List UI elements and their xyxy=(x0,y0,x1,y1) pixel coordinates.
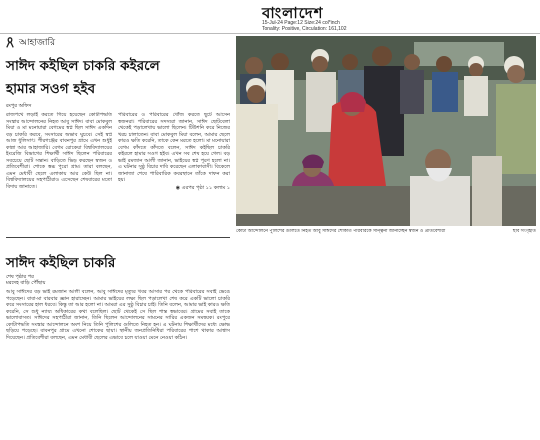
continued-note: ◉ এরপর পৃষ্ঠা ১১ কলাম ১ xyxy=(175,184,230,191)
continued-from-label: শেষ পৃষ্ঠার পর xyxy=(6,274,34,280)
masthead xyxy=(0,0,540,34)
headline-line-1: সাঈদ কইছিল চাকরি কইরলে xyxy=(6,58,160,74)
newspaper-logo: বাংলাদেশ xyxy=(262,4,324,22)
article-column-2-text: পরিবারের ও পরিবারের খোঁজ করতে ছুটে আসেন স্বজনরা। পরিবারের সদস্যরা জানান, সাঈদ ছোটবেলা থেকেই পড়ালেখায় ভালো ছিলেন। টিউশনি করে নিজের খরচ চালাতেন। বাবা মোকবুল মিয়া বলেন, আমার ছেলে কারও ক্ষতি করেনি, তাকে কেন মরতে হলো। মা মনোয়ারা বেগম কাঁদতে কাঁদতে বলেন, সাঈদ কইছিল চাকরি কইরলে হামার সওগ হইব। এখন সব শেষ হয়ে গেল। বড় ভাই রমজান আলী জানান, ভাইয়ের স্বপ্ন পূরণ হলো না। এ ঘটনার সুষ্ঠু বিচার দাবি করেছেন এলাকাবাসী। বিকেলে জানাজা শেষে পারিবারিক কবরস্থানে তাঁকে দাফন করা হয়। xyxy=(118,112,230,183)
headline-line-2: হামার সওগ হইব xyxy=(6,81,96,97)
article-headline xyxy=(6,55,230,101)
section-divider xyxy=(6,237,230,238)
ribbon-icon xyxy=(6,37,14,48)
masthead-rule xyxy=(0,33,540,34)
photo-credit: ছবি সংগৃহীত xyxy=(512,229,536,234)
article-column-1-text: রাজপথে লড়াই করতে গিয়ে হয়েছেন কোটাপদ্ধতি সংস্কার আন্দোলনের নিহত আবু সাঈদ। বাবা মোকবুল মিয়া ও মা মনোয়ারা বেগমের স্বপ্ন ছিল সাঈদ একদিন বড় চাকরি করবে, সংসারের অভাব ঘুচবে। সেই স্বপ্ন আজ ধুলিসাৎ। পীরগঞ্জের বাবনপুর গ্রামে এখন শুধুই কান্না আর আহাজারি। বেগম রোকেয়া বিশ্ববিদ্যালয়ের ইংরেজি বিভাগের শিক্ষার্থী সাঈদ ছিলেন পরিবারের সবচেয়ে ছোট সন্তান। বাড়িতে ভিড় করছেন স্বজন ও প্রতিবেশীরা। শোকে স্তব্ধ পুরো গ্রাম। তারা বলছেন, এমন মেধাবী ছেলে এলাকায় আর কেউ ছিল না। বিশ্ববিদ্যালয়ের সহপাঠীরাও এসেছেন শেষবারের মতো বিদায় জানাতে। xyxy=(6,112,112,190)
clipping-meta-line1: 15-Jul-24 Page:12 Size:24 col*inch xyxy=(262,20,340,26)
clipping-meta xyxy=(262,20,347,32)
news-photo xyxy=(236,36,536,226)
crowd-photo-image xyxy=(236,36,536,226)
continuation-body xyxy=(6,289,230,437)
kicker xyxy=(6,34,55,50)
continuation-subhead: মরদেহ বাড়ি পৌঁছায় xyxy=(6,280,46,286)
clipping-meta-line2: Tonality: Positive, Circulation: 161,102 xyxy=(262,26,347,32)
article-column-1 xyxy=(6,112,112,232)
article-column-2 xyxy=(118,112,230,232)
continuation-body-text: আবু সাঈদের বড় ভাই রমজান আলী বলেন, আবু সাঈদের মৃত্যুর খবর আসার পর থেকে পরিবারের সবাই ভেঙে পড়েছেন। বাবা-মা বারবার জ্ঞান হারাচ্ছেন। আমার ভাইয়ের লক্ষ্য ছিল পড়ালেখা শেষ করে একটি ভালো চাকরি করে সংসারের হাল ধরবে। কিন্তু তা আর হলো না। আমরা এর সুষ্ঠু বিচার চাই। তিনি বলেন, আমার ভাই কারও ক্ষতি করেনি, সে শুধু ন্যায্য অধিকারের কথা বলেছিল। ছোট থেকেই সে ছিল শান্ত স্বভাবের। গ্রামের সবাই তাকে ভালোবাসত। সাঈদের সহপাঠীরা জানান, তিনি ছিলেন আন্দোলনের সামনের সারির একজন সমন্বয়ক। রংপুরে কোটাপদ্ধতি সংস্কার আন্দোলনে অংশ নিয়ে তিনি পুলিশের গুলিতে নিহত হন। এ ঘটনায় শিক্ষার্থীদের মধ্যে ক্ষোভ ছড়িয়ে পড়েছে। বাবনপুর গ্রামে এখনো শোকের ছায়া। স্থানীয় জনপ্রতিনিধিরা পরিবারের পাশে থাকার আশ্বাস দিয়েছেন। প্রতিবেশীরা বলছেন, এমন মেধাবী ছেলের এভাবে চলে যাওয়া মেনে নেওয়া কঠিন। xyxy=(6,289,230,341)
photo-caption-text: কোটা আন্দোলনে পুলিশের গুলিতে নিহত আবু সাঈদের শোকার্ত পরিবারকে সান্ত্বনা জানাচ্ছেন স্বজন ও প্রতিবেশীরা xyxy=(236,229,446,234)
photo-caption xyxy=(236,229,536,235)
continuation-headline: সাঈদ কইছিল চাকরি xyxy=(6,255,116,271)
kicker-label: আহাজারি xyxy=(19,37,56,48)
byline: রংপুর অফিস xyxy=(6,103,32,109)
